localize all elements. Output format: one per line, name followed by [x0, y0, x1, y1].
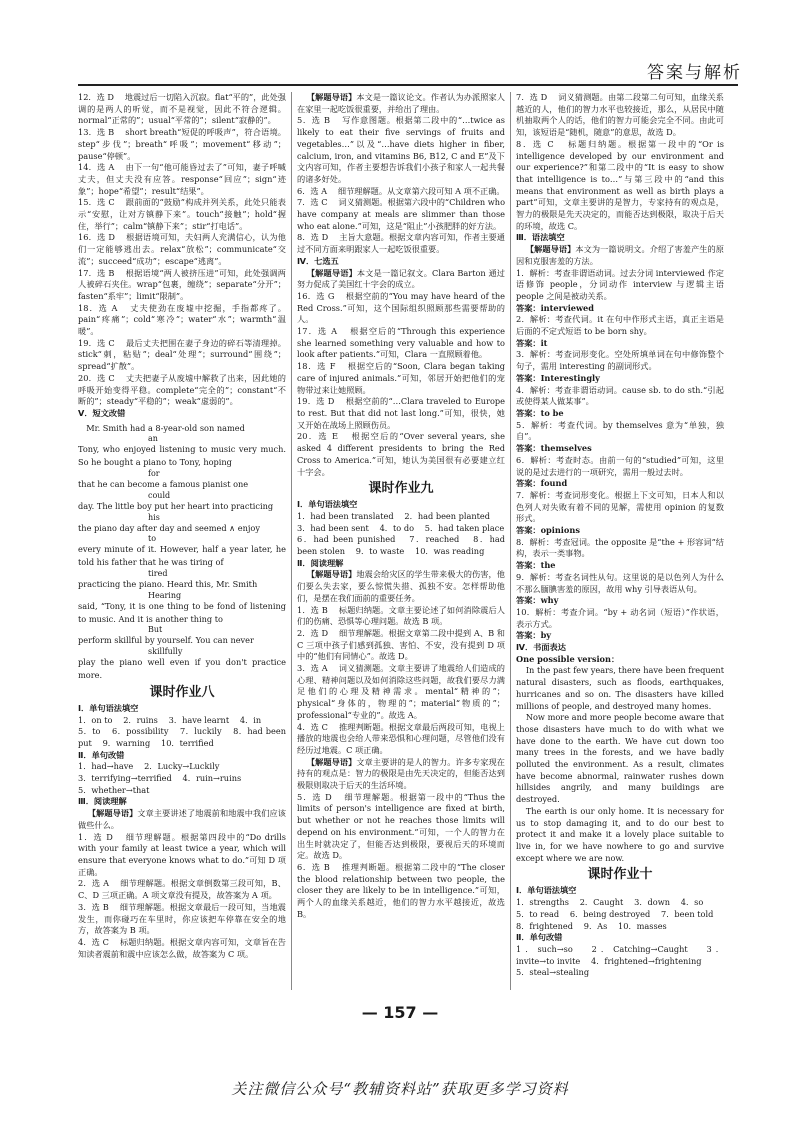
correction-note: to — [148, 534, 157, 544]
column-2 — [297, 92, 505, 990]
correction-note: could — [148, 490, 171, 500]
correction-note: for — [148, 469, 160, 479]
answer-item: 17．选 B 根据语境“两人被挤压进”可知，此处强调两人被碎石夹住。wrap“包裹，缠绕”；separate“分开”；fasten“系牢”；limit“限制”。 — [78, 267, 286, 301]
fill-answer: 答案：to be — [516, 407, 564, 418]
correction-line: day. The little boy put her heart into practicing — [78, 500, 274, 511]
answer-row: 1．such→so 2．Catching→Caught 3．invite→to invite 4．frightened→frightening — [516, 943, 724, 966]
answer-item: 19．选 C 最后丈夫把围在妻子身边的碎石等清理掉。stick“刺，粘贴”；deal“处理”；surround“围绕”；spread“扩散”。 — [78, 337, 286, 372]
correction-line: the piano day after day and seemed ∧ enjoy — [78, 522, 260, 533]
answer-row: 5．whether→that — [78, 784, 150, 795]
page-header — [0, 0, 800, 90]
answer-item: 8．选 D 主旨大意题。根据文章内容可知，作者主要通过不同方面来明跟家人一起吃饭很重要。 — [297, 232, 505, 255]
fill-answer: 答案：the — [516, 560, 556, 571]
fill-explanation: 1．解析：考查非谓语动词。过去分词 interviewed 作定语修饰 people，分词动作 interview 与逻辑主语 people 之间是被动关系。 — [516, 267, 724, 301]
correction-line: Mr. Smith had a 8-year-old son named — [78, 422, 245, 433]
fill-explanation: 8．解析：考查冠词。the opposite 是“the + 形容词”结构，表示一类事物。 — [516, 536, 724, 559]
answer-item: 3．选 A 词义猜测题。文章主要讲了地震给人们造成的心理、精神问题以及如何消除这些问题，故我们要尽力满足他们的心理及精神需求。mental“精神的”；physical“身体的，物理的”；material“物质的”；professional“专业的”。故选 A。 — [297, 663, 505, 720]
correction-line: perform skillful by yourself. You can never — [78, 635, 254, 646]
answer-item: 8．选 C 标题归纳题。根据第一段中的“Or is intelligence developed by our environment and our experience?”和第二段中的“It is easy to show that intelligence is to…”与第三段中的“and this means that environment as well as birth plays a part”可知，文章主要讲的是智力，专家持有的观点是，智力的极限是先天决定的，而能否达到极限，取决于后天的环境，故选 C。 — [516, 138, 724, 231]
guide-tag: 【解题导语】 — [306, 756, 357, 767]
section-heading: Ⅳ．书面表达 — [516, 642, 566, 653]
fill-answer: 答案：why — [516, 595, 559, 606]
correction-line: Tony, who enjoyed listening to music very much. So he bought a piano to Tony, hoping — [78, 444, 286, 468]
answer-item: 12．选 D 地震过后一切陷入沉寂。flat“平的”，此处强调的是两人的听觉，而不是视觉，因此不符合逻辑。normal“正常的”；usual“平常的”；silent“寂静的”。 — [78, 92, 286, 126]
correction-line: practicing the piano. Heard this, Mr. Smith — [78, 579, 258, 590]
answer-item: 16．选 D 根据语境可知，夫妇两人充满信心，认为他们一定能够逃出去。relax“放松”；communicate“交流”；succeed“成功”；escape“逃离”。 — [78, 232, 286, 266]
answer-item: 17．选 A 根据空后的“Through this experience she learned something very valuable and how to look after patients.”可知，Clara 一直照顾着他。 — [297, 326, 505, 360]
answer-row: 1．strengths 2．Caught 3．down 4．so — [516, 897, 704, 908]
fill-explanation: 9．解析：考查名词性从句。这里说的是以色列人为什么不那么腼腆害羞的原因，故用 why 引导表语从句。 — [516, 571, 724, 594]
guide-paragraph — [78, 808, 286, 831]
correction-note: tired — [148, 569, 168, 579]
answer-item: 15．选 C 跟前面的“鼓励”构成并列关系，此处只能表示“安慰，让对方镇静下来”。touch“接触”；hold“握住，举行”；calm“镇静下来”；stir“打电话”。 — [78, 197, 286, 231]
answer-row: 3．terrifying→terrified 4．ruin→ruins — [78, 773, 242, 784]
answer-item: 7．选 D 词义猜测题。由第二段第二句可知，血缘关系越近的人，他们的智力水平也较接近，那么，从居民中随机抽取两个人的话，他们的智力可能会完全不同。由此可知，该短语是“随机，随意”的意思，故选 D。 — [516, 92, 724, 138]
guide-text: 本文为一篇说明文。介绍了害羞产生的原因和克服害羞的方法。 — [516, 244, 724, 266]
answer-row: 5．to 6．possibility 7．luckily 8．had been put 9．warning 10．terrified — [78, 726, 286, 748]
guide-paragraph — [297, 92, 505, 115]
correction-note: But — [148, 625, 163, 635]
section-heading: Ⅰ．单句语法填空 — [516, 885, 577, 896]
correction-note: Hearing — [148, 590, 182, 600]
guide-paragraph — [297, 569, 505, 604]
guide-text: 文章主要讲述了地震前和地震中我们应该做些什么。 — [78, 808, 286, 830]
section-heading: Ⅰ．单句语法填空 — [78, 702, 139, 713]
fill-explanation: 10．解析：考查介词。“by + 动名词（短语）”作状语，表示方式。 — [516, 606, 724, 629]
answer-item: 7．选 C 词义猜测题。根据第六段中的“Children who have company at meals are slimmer than those who eat alone.”可知，这是“阻止”小孩肥胖的好方法。 — [297, 197, 505, 231]
answer-item: 20．选 C 丈夫把妻子从废墟中解救了出来，因此她的呼吸开始变得平稳。complete“完全的”；constant“不断的”；steady“平稳的”；weak“虚弱的”。 — [78, 372, 286, 407]
page-number: — 157 — — [361, 1003, 439, 1022]
answer-item: 20．选 E 根据空后的“Over several years, she asked 4 different presidents to bring the Red Cross to America.”可知，她认为美国很有必要建立红十字会。 — [297, 431, 505, 477]
answer-item: 2．选 D 细节理解题。根据文章第二段中提到 A、B 和 C 三项中孩子们感到孤独、害怕、不安，没有提到 D 项中的“他们有同情心”。故选 D。 — [297, 627, 505, 662]
column-3 — [516, 92, 724, 990]
fill-explanation: 4．解析：考查非谓语动词。cause sb. to do sth.“引起或使得某人做某事”。 — [516, 384, 724, 407]
guide-paragraph — [297, 757, 505, 792]
fill-answer: 答案：by — [516, 630, 552, 641]
fill-answer: 答案：themselves — [516, 443, 592, 454]
answer-item: 13．选 B short breath“短促的呼吸声”，符合语境。step“步伐”；breath“呼吸”；movement“移动”；pause“停顿”。 — [78, 127, 286, 161]
answer-item: 18．选 A 丈夫使劲在废墟中挖掘，手指都疼了。pain“疼痛”；cold“寒冷”；water“水”；warmth“温暖”。 — [78, 302, 286, 337]
header-title: 答案与解析 — [647, 63, 742, 83]
fill-answer: 答案：it — [516, 337, 548, 348]
answer-item: 2．选 A 细节理解题。根据文章倒数第三段可知，B、C、D 三项正确。A 项文章没有提及，故答案为 A 项。 — [78, 878, 286, 901]
answer-item: 6．选 B 推理判断题。根据第二段中的“The closer the blood relationship between two people, the closer they are likely to be in intelligence.”可知，两个人的血缘关系越近，他们的智力水平越接近，故选 B。 — [297, 862, 505, 919]
answer-item: 16．选 G 根据空前的“You may have heard of the Red Cross.”可知，这个国际组织照顾那些需要帮助的人。 — [297, 290, 505, 325]
section-heading: Ⅳ．七选五 — [297, 255, 339, 266]
guide-text: 本文是一篇议论文。作者认为办派照家人在家里一起吃饭很重要，并给出了理由。 — [297, 92, 505, 114]
answer-row: 1．had→have 2．Lucky→Luckily — [78, 761, 220, 772]
column-divider — [291, 92, 292, 990]
essay-paragraph: Now more and more people become aware that those disasters have much to do with what we have done to the earth. We have cut down too many trees in the forests, and we have badly polluted the environment. As a result, climates have become abnormal, rainwater rushes down hillsides angrily, and many buildings are destroyed. — [516, 712, 724, 805]
essay-paragraph: The earth is our only home. It is necessary for us to stop damaging it, and to do our best to protect it and make it a lovely place suitable to live in, for we have nowhere to go and survive except where we are now. — [516, 805, 724, 863]
fill-explanation: 2．解析：考查代词。it 在句中作形式主语，真正主语是后面的不定式短语 to be born shy。 — [516, 314, 724, 337]
fill-explanation: 7．解析：考查词形变化。根据上下文可知，日本人和以色列人对失败有着不同的见解，需使用 opinion 的复数形式。 — [516, 489, 724, 524]
guide-text: 地震会给灾区的学生带来极大的伤害，他们要么失去家，要么惊慌失措、孤独不安。怎样帮助他们，是摆在我们面前的重要任务。 — [297, 569, 505, 603]
answer-row: 1．on to 2．ruins 3．have learnt 4．in — [78, 714, 262, 725]
content-columns — [78, 92, 738, 990]
column-1 — [78, 92, 286, 990]
essay-paragraph: In the past few years, there have been frequent natural disasters, such as floods, earthquakes, hurricanes and so on. The disasters have killed millions of people, and destroyed many homes. — [516, 665, 724, 711]
section-heading: Ⅱ．单句改错 — [516, 932, 563, 943]
section-heading: Ⅱ．阅读理解 — [297, 557, 344, 568]
answer-item: 5．选 D 细节理解题。根据第一段中的“Thus the limits of person's intelligence are fixed at birth, but whether or not he reaches those limits will depend on his environment.”可知，一个人的智力在出生时就决定了，但能否达到极限，要视后天的环境而定。故选 D。 — [297, 791, 505, 861]
answer-item: 4．选 C 推理判断题。根据文章最后两段可知，电视上播放的地震也会给人带来恐惧和心理问题，尽管他们没有经历过地震。C 项正确。 — [297, 721, 505, 755]
fill-explanation: 5．解析：考查代词。by themselves 意为“单独，独自”。 — [516, 419, 724, 442]
fill-answer: 答案：Interestingly — [516, 372, 600, 383]
section-heading: Ⅱ．单句改错 — [78, 749, 125, 760]
fill-explanation: 3．解析：考查词形变化。空处所填单词在句中修饰整个句子，需用 interesting 的副词形式。 — [516, 349, 724, 372]
unit-title: 课时作业九 — [368, 481, 434, 497]
guide-paragraph — [297, 268, 505, 291]
correction-note: his — [148, 512, 160, 522]
correction-note: an — [148, 434, 158, 444]
correction-line: said, “Tony, it is one thing to be fond of listening to music. And it is another thing to — [78, 600, 286, 624]
fill-answer: 答案：opinions — [516, 525, 580, 536]
guide-tag: 【解题导语】 — [306, 92, 357, 102]
answer-item: 14．选 A 由下一句“他可能昏过去了”可知，妻子呼喊丈夫，但丈夫没有应答。response“回应”；sign“迹象”；hope“希望”；result“结果”。 — [78, 162, 286, 196]
essay-label: One possible version： — [516, 653, 620, 664]
fill-explanation: 6．解析：考查时态。由前一句的“studied”可知，这里说的是过去进行的一项研究，需用一般过去时。 — [516, 454, 724, 477]
guide-paragraph — [516, 244, 724, 267]
column-divider — [510, 92, 511, 990]
unit-title: 课时作业十 — [587, 867, 653, 883]
answer-item: 1．选 D 细节理解题。根据第四段中的“Do drills with your family at least twice a year, which will ensure that everyone knows what to do.”可知 D 项正确。 — [78, 831, 286, 877]
correction-note: skillfully — [148, 647, 183, 657]
guide-tag: 【解题导语】 — [87, 808, 138, 819]
answer-item: 19．选 D 根据空前的“…Clara traveled to Europe to rest. But that did not last long.”可知，很快，她又开始在战场上照顾伤员。 — [297, 396, 505, 430]
answer-item: 4．选 C 标题归纳题。根据文章内容可知，文章旨在告知读者震前和震中应该怎么做，故答案为 C 项。 — [78, 936, 286, 959]
guide-text: 文章主要讲的是人的智力。许多专家现在持有的观点是：智力的极限是由先天决定的，但能否达到极限则取决于后天的生活环境。 — [297, 756, 505, 791]
guide-tag: 【解题导语】 — [306, 267, 357, 278]
unit-title: 课时作业八 — [149, 684, 215, 700]
correction-line: play the piano well even if you don't practice more. — [78, 657, 286, 681]
answer-item: 3．选 B 细节理解题。根据文章最后一段可知，当地震发生，而你碰巧在车里时，你应该把车停靠在安全的地方，故答案为 B 项。 — [78, 901, 286, 936]
correction-line: every minute of it. However, half a year later, he told his father that he was tiring of — [78, 544, 286, 568]
guide-text: 本文是一篇记叙文。Clara Barton 通过努力促成了美国红十字会的成立。 — [297, 267, 505, 290]
error-correction-passage — [78, 422, 286, 682]
answer-row: 5．steal→stealing — [516, 967, 590, 978]
answer-item: 18．选 F 根据空后的“Soon, Clara began taking care of injured animals.”可知，邻居开始把他们的宠物带过来让她照顾。 — [297, 361, 505, 395]
section-heading: Ⅲ．语法填空 — [516, 232, 565, 243]
header-rule — [78, 84, 738, 86]
fill-answer: 答案：interviewed — [516, 302, 594, 313]
answer-row: 3．had been sent 4．to do 5．had taken place — [297, 522, 505, 533]
correction-line: that he can become a famous pianist one — [78, 479, 249, 490]
section-heading: Ⅴ．短文改错 — [78, 407, 126, 418]
answer-row: 8．frightened 9．As 10．masses — [516, 920, 667, 931]
answer-item: 1．选 B 标题归纳题。文章主要论述了如何消除震后人们的伤痛、恐惧等心理问题。故选 B 项。 — [297, 604, 505, 627]
answer-item: 5．选 B 写作意图题。根据第二段中的“…twice as likely to eat their five servings of fruits and vegetables…”以及“…have diets higher in fiber, calcium, iron, and vitamins B6, B12, C and E”及下文内容可知，作者主要想告诉我们小孩子和家人一起共餐的诸多好处。 — [297, 115, 505, 184]
guide-tag: 【解题导语】 — [306, 569, 357, 580]
guide-tag: 【解题导语】 — [525, 244, 576, 255]
section-heading: Ⅲ．阅读理解 — [78, 796, 127, 807]
answer-row: 6．had been punished 7．reached 8．had been stolen 9．to waste 10．was reading — [297, 534, 505, 557]
answer-row: 1．had been translated 2．had been planted — [297, 510, 491, 521]
answer-item: 6．选 A 细节理解题。从文章第六段可知 A 项不正确。 — [297, 185, 505, 196]
section-heading: Ⅰ．单句语法填空 — [297, 499, 358, 510]
fill-answer: 答案：found — [516, 478, 568, 489]
answer-row: 5．to read 6．being destroyed 7．been told — [516, 908, 714, 919]
footer-note: 关注微信公众号“教辅资料站”获取更多学习资料 — [231, 1080, 569, 1098]
